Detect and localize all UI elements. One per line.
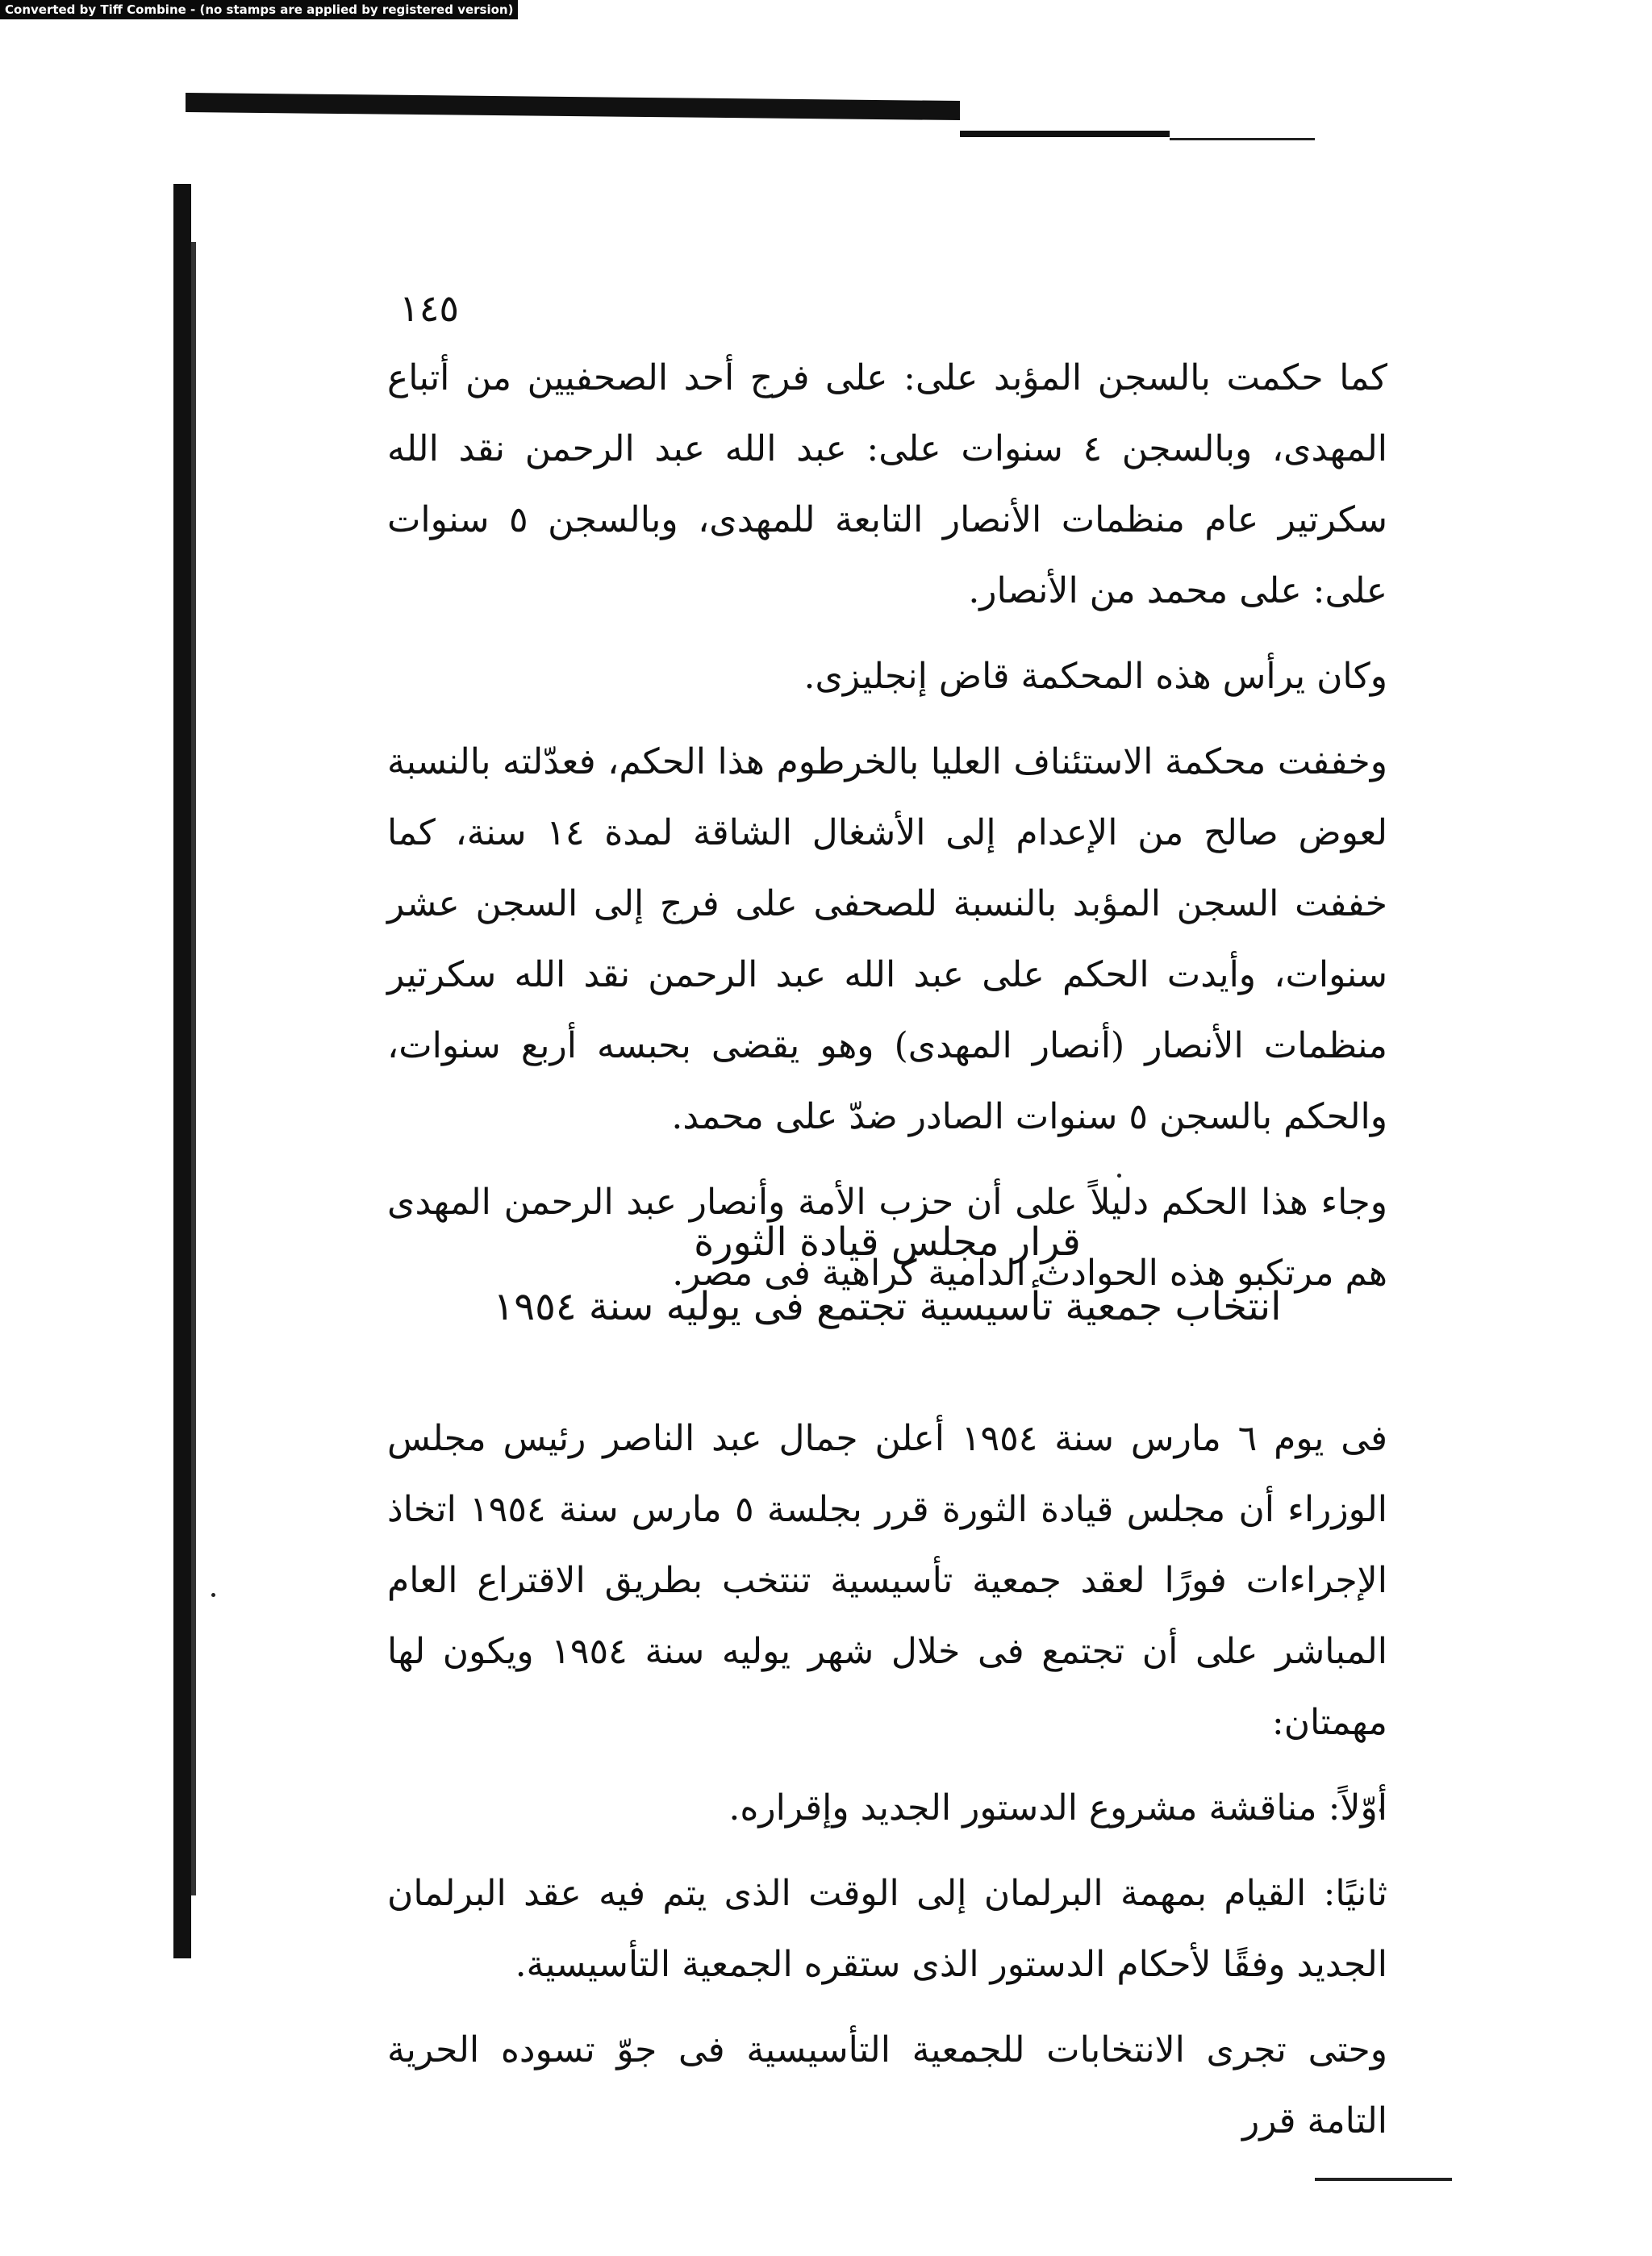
paragraph: كما حكمت بالسجن المؤبد على: على فرج أحد الصحفيين من أتباع المهدى، وبالسجن ٤ سنوات على: عبد الله عبد الرحمن نقد الله سكرتير عام منظمات الأنصار التابعة للمهدى، وبالسجن ٥ سنوات على: على محمد من الأنصار. xyxy=(387,357,1388,611)
scan-speck xyxy=(211,1593,215,1597)
heading-line-1: قرار مجلس قيادة الثورة xyxy=(694,1220,1081,1265)
bottom-rule xyxy=(1315,2178,1452,2181)
section-heading xyxy=(387,1210,1387,1339)
scan-binding-edge xyxy=(191,242,196,1895)
top-rule xyxy=(186,93,960,120)
heading-line-2: انتخاب جمعية تأسيسية تجتمع فى يوليه سنة ١٩٥٤ xyxy=(493,1284,1282,1329)
paragraph: وجاء هذا الحكم دليلاً على أن حزب الأمة وأنصار عبد الرحمن المهدى هم مرتكبو هذه الحوادث الدامية كراهية فى مصر. xyxy=(387,1182,1387,1294)
page-number: ١٤٥ xyxy=(399,286,460,330)
body-text-section-2 xyxy=(387,1403,1387,2171)
paragraph: وحتى تجرى الانتخابات للجمعية التأسيسية فى جوّ تسوده الحرية التامة قرر xyxy=(387,2029,1387,2141)
paragraph: وخففت محكمة الاستئناف العليا بالخرطوم هذا الحكم، فعدّلته بالنسبة لعوض صالح من الإعدام إلى الأشغال الشاقة لمدة ١٤ سنة، كما خففت السجن المؤبد بالنسبة للصحفى على فرج إلى السجن عشر سنوات، وأيدت الحكم على عبد الله عبد الرحمن نقد الله سكرتير منظمات الأنصار (أنصار المهدى) وهو يقضى بحبسه أربع سنوات، والحكم بالسجن ٥ سنوات الصادر ضدّ على محمد. xyxy=(387,741,1387,1137)
paragraph: أوّلاً: مناقشة مشروع الدستور الجديد وإقراره. xyxy=(728,1787,1387,1829)
scan-binding-shadow xyxy=(173,184,191,1958)
paragraph: ثانيًا: القيام بمهمة البرلمان إلى الوقت الذى يتم فيه عقد البرلمان الجديد وفقًا لأحكام الدستور الذى ستقره الجمعية التأسيسية. xyxy=(387,1873,1387,1985)
paragraph: فى يوم ٦ مارس سنة ١٩٥٤ أعلن جمال عبد الناصر رئيس مجلس الوزراء أن مجلس قيادة الثورة قرر بجلسة ٥ مارس سنة ١٩٥٤ اتخاذ الإجراءات فورًا لعقد جمعية تأسيسية تنتخب بطريق الاقتراع العام المباشر على أن تجتمع فى خلال شهر يوليه سنة ١٩٥٤ ويكون لها مهمتان: xyxy=(387,1418,1388,1743)
paragraph: وكان يرأس هذه المحكمة قاض إنجليزى. xyxy=(803,656,1387,697)
top-rule-tail xyxy=(1170,138,1315,140)
top-rule-segment xyxy=(960,131,1170,137)
converter-banner: Converted by Tiff Combine - (no stamps are applied by registered version) xyxy=(0,0,518,19)
body-text-section-1 xyxy=(387,343,1387,1324)
